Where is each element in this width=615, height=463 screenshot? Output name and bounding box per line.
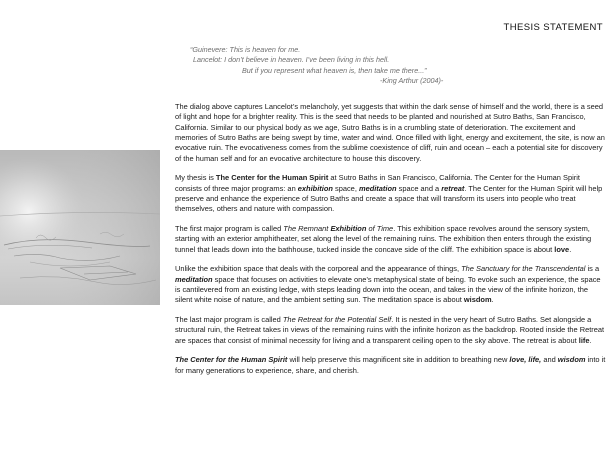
text-run: .: [589, 335, 592, 345]
text-run: Unlike the exhibition space that deals with the corporeal and the appearance of things,: [175, 264, 462, 274]
quote-line: Lancelot: I don’t believe in heaven. I’ve been living in this hell.: [193, 55, 390, 65]
text-run: will help preserve this magnificent site in addition to breathing new: [287, 355, 510, 365]
center-name: The Center for the Human Spirit: [175, 355, 288, 365]
text-run: The first major program is called: [175, 224, 284, 234]
keyword-exhibition: exhibition: [297, 183, 333, 193]
text-run: space,: [332, 183, 359, 193]
sketch-light-glow: [0, 150, 160, 305]
text-run: at Sutro Baths in San Francisco, California. The Center for the Human Spirit consists of three major programs: an: [175, 173, 580, 193]
keyword-meditation: meditation: [175, 274, 213, 284]
keyword-meditation: meditation: [358, 183, 397, 193]
text-run: . This exhibition space revolves around the sensory system, starting with an exterior amphitheater, set along the level of the remaining ruins. The exhibition then enters through the existing tunnel that leads down into the bathhouse, tucked inside the concave side of the cliff. The exhibition space is about: [175, 224, 592, 254]
thesis-body: [175, 102, 607, 385]
keyword-wisdom: wisdom: [463, 295, 492, 305]
text-run: . The Center for the Human Spirit will help preserve and enhance the experience of Sutro Baths and create a space that will transform its users into people who treat themselves, others and nature with compassion.: [175, 183, 603, 214]
text-run: space that focuses on activities to elevate one’s metaphysical state of being. To evoke such an experience, the space is cantilevered from an existing ledge, with steps leading down into the ocean, and takes in the view of the infinite horizon, the silent white noise of nature, and the ambient setting sun. The meditation space is about: [175, 274, 601, 305]
retreat-paragraph: [175, 315, 607, 346]
keyword-life: life: [578, 335, 590, 345]
text-run: and: [541, 355, 558, 365]
center-name: The Center for the Human Spirit: [215, 173, 329, 183]
text-run: The last major program is called: [175, 315, 283, 325]
thesis-paragraph: [175, 173, 607, 214]
program-name: The Sanctuary for the Transcendental: [461, 264, 586, 274]
closing-keywords: love, life,: [509, 355, 542, 365]
text-run: My thesis is: [175, 173, 216, 183]
text-run: . It is nested in the very heart of Sutro Baths. Set alongside a structural ruin, the Retreat takes in views of the remaining ruins with the infinite horizon as the backdrop. Rooted inside the Retreat are spaces that consist of minimal necessity for living and a transparent ceiling open to the sky above. The retreat is about: [175, 315, 605, 345]
text-run: into it for many generations to experience, share, and cherish.: [175, 355, 606, 375]
program-name: The Retreat: [282, 315, 323, 325]
text-run: .: [491, 295, 494, 305]
site-sketch-image: [0, 150, 160, 305]
program-name: of Time: [366, 224, 394, 234]
quote-line: “Guinevere: This is heaven for me.: [190, 45, 301, 54]
keyword-exhibition: Exhibition: [330, 224, 367, 234]
page-title: THESIS STATEMENT: [503, 22, 603, 33]
film-quote: [178, 45, 478, 87]
keyword-love: love: [554, 244, 570, 254]
exhibition-paragraph: [175, 224, 607, 255]
quote-line: But if you represent what heaven is, then take me there...”: [242, 65, 427, 75]
program-name: for the Potential Self: [322, 315, 392, 325]
closing-paragraph: [175, 355, 607, 376]
program-name: The Remnant: [283, 224, 331, 234]
text-run: is a: [585, 264, 600, 274]
intro-paragraph: The dialog above captures Lancelot’s melancholy, yet suggests that within the dark sense of himself and the world, there is a seed of light and hope for a brighter reality. This is the seed that needs to be planted and nourished at Sutro Baths, San Francisco, California. Similar to our physical body as we age, Sutro Baths is in a crumbling state of deterioration. The excitement and memories of Sutro Baths are being swept by time, water and wind. Once filled with light, energy and excitement, the site, is now an evocative ruin. The evocativeness comes from the sublime coexistence of cliff, ruin and ocean – each a potential site for discovery of the human self and for an evocative architecture to house this discovery.: [175, 102, 605, 163]
text-run: .: [569, 244, 572, 254]
keyword-wisdom: wisdom: [557, 355, 586, 365]
text-run: space and a: [396, 183, 442, 193]
keyword-retreat: retreat: [441, 183, 465, 193]
meditation-paragraph: [175, 264, 607, 305]
quote-attribution: -King Arthur (2004)-: [380, 76, 444, 86]
